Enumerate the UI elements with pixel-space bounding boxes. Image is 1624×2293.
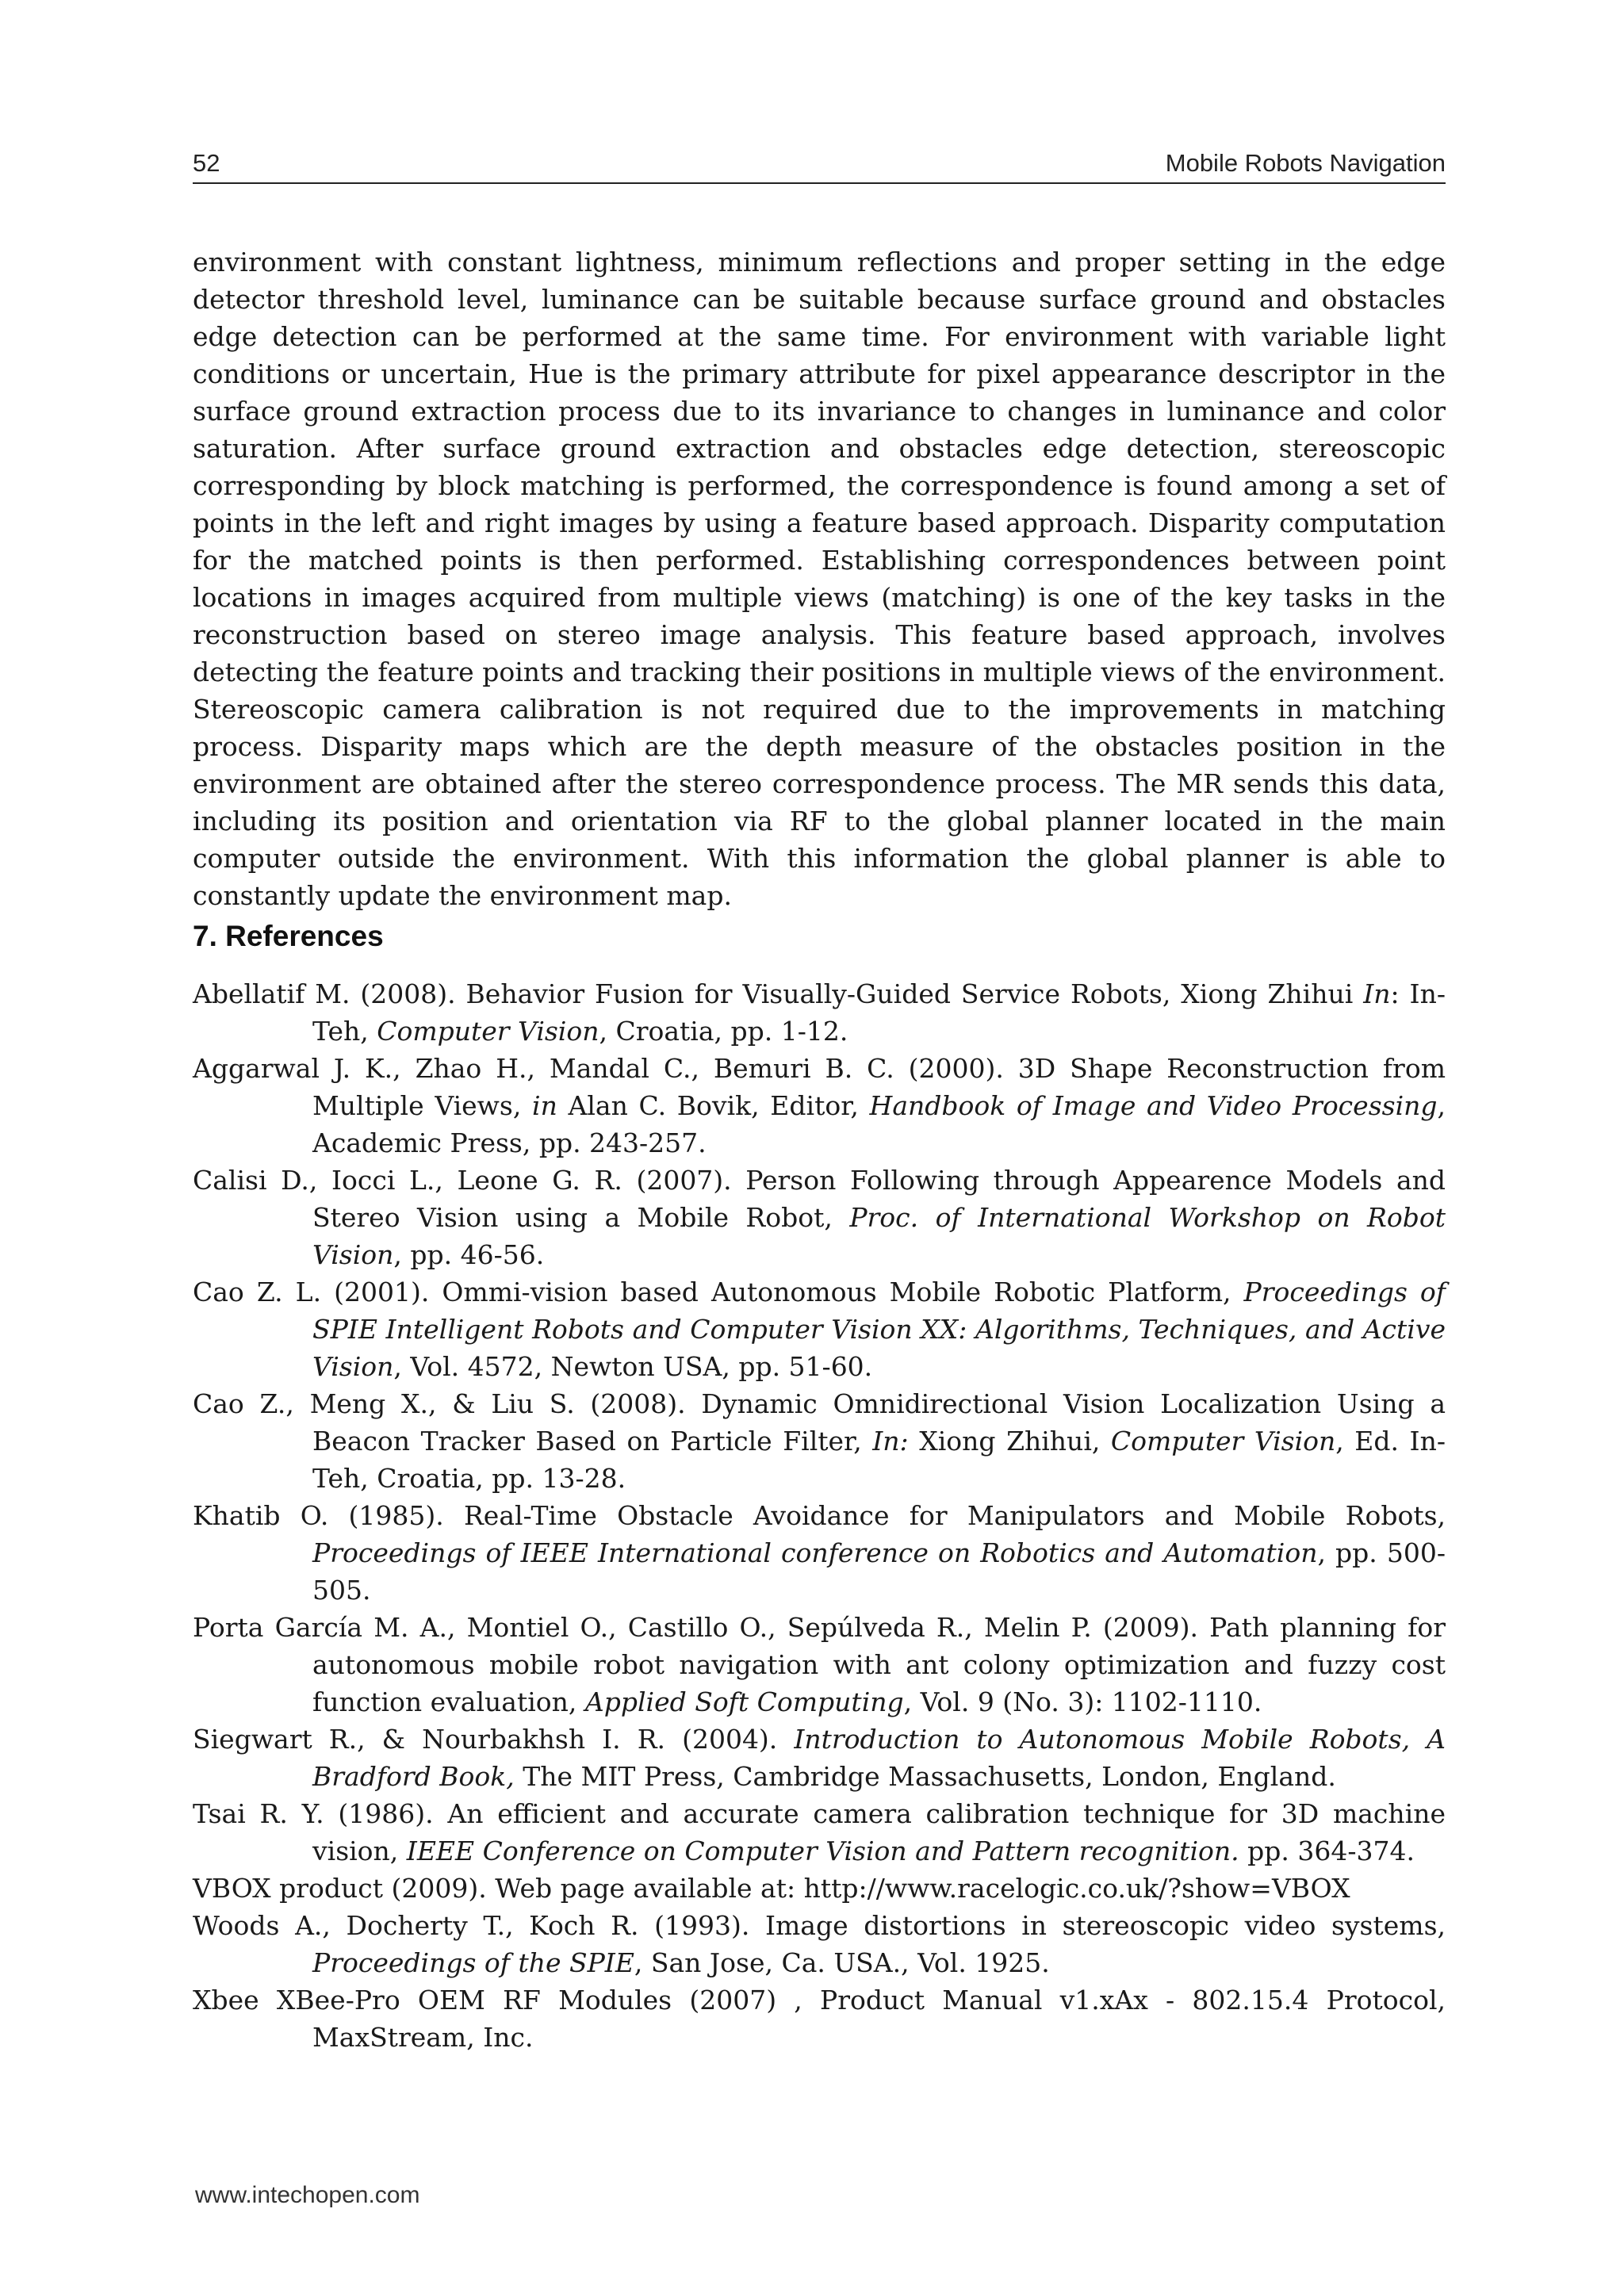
reference-item: Porta García M. A., Montiel O., Castillo O., Sepúlveda R., Melin P. (2009). Path planning for autonomous mobile robot navigation with ant colony optimization and fuzzy cost function evaluation, Applied Soft Computing, Vol. 9 (No. 3): 1102-1110.	[193, 1612, 1446, 1717]
reference-item: Khatib O. (1985). Real-Time Obstacle Avoidance for Manipulators and Mobile Robots, Proceedings of IEEE International conference on Robotics and Automation, pp. 500-505.	[193, 1500, 1446, 1606]
reference-item: Woods A., Docherty T., Koch R. (1993). Image distortions in stereoscopic video systems, Proceedings of the SPIE, San Jose, Ca. USA., Vol. 1925.	[193, 1910, 1446, 1978]
page-number: 52	[193, 149, 220, 177]
page-header	[193, 149, 1446, 184]
reference-list	[193, 975, 1446, 2056]
reference-item: Cao Z., Meng X., & Liu S. (2008). Dynamic Omnidirectional Vision Localization Using a Beacon Tracker Based on Particle Filter, In: Xiong Zhihui, Computer Vision, Ed. In-Teh, Croatia, pp. 13-28.	[193, 1388, 1446, 1494]
reference-item: Calisi D., Iocci L., Leone G. R. (2007). Person Following through Appearence Models and Stereo Vision using a Mobile Robot, Proc. of International Workshop on Robot Vision, pp. 46-56.	[193, 1165, 1446, 1270]
footer-url[interactable]: www.intechopen.com	[195, 2182, 420, 2208]
section-heading-references: 7. References	[193, 920, 384, 952]
reference-item: Cao Z. L. (2001). Ommi-vision based Autonomous Mobile Robotic Platform, Proceedings of SPIE Intelligent Robots and Computer Vision XX: Algorithms, Techniques, and Active Vision, Vol. 4572, Newton USA, pp. 51-60.	[193, 1277, 1446, 1382]
running-title: Mobile Robots Navigation	[1165, 149, 1446, 177]
reference-item: Siegwart R., & Nourbakhsh I. R. (2004). Introduction to Autonomous Mobile Robots, A Bradford Book, The MIT Press, Cambridge Massachusetts, London, England.	[193, 1724, 1446, 1792]
reference-item: Abellatif M. (2008). Behavior Fusion for Visually-Guided Service Robots, Xiong Zhihui In: In-Teh, Computer Vision, Croatia, pp. 1-12.	[193, 978, 1446, 1047]
reference-item: VBOX product (2009). Web page available at: http://www.racelogic.co.uk/?show=VBOX	[193, 1873, 1350, 1904]
reference-item: Aggarwal J. K., Zhao H., Mandal C., Bemuri B. C. (2000). 3D Shape Reconstruction from Multiple Views, in Alan C. Bovik, Editor, Handbook of Image and Video Processing, Academic Press, pp. 243-257.	[193, 1053, 1446, 1158]
body-paragraph: environment with constant lightness, minimum reflections and proper setting in the edge detector threshold level, luminance can be suitable because surface ground and obstacles edge detection can be performed at the same time. For environment with variable light conditions or uncertain, Hue is the primary attribute for pixel appearance descriptor in the surface ground extraction process due to its invariance to changes in luminance and color saturation. After surface ground extraction and obstacles edge detection, stereoscopic corresponding by block matching is performed, the correspondence is found among a set of points in the left and right images by using a feature based approach. Disparity computation for the matched points is then performed. Establishing correspondences between point locations in images acquired from multiple views (matching) is one of the key tasks in the reconstruction based on stereo image analysis. This feature based approach, involves detecting the feature points and tracking their positions in multiple views of the environment. Stereoscopic camera calibration is not required due to the improvements in matching process. Disparity maps which are the depth measure of the obstacles position in the environment are obtained after the stereo correspondence process. The MR sends this data, including its position and orientation via RF to the global planner located in the main computer outside the environment. With this information the global planner is able to constantly update the environment map.	[193, 247, 1446, 911]
reference-item: Xbee XBee-Pro OEM RF Modules (2007) , Product Manual v1.xAx - 802.15.4 Protocol, MaxStream, Inc.	[193, 1985, 1446, 2053]
reference-item: Tsai R. Y. (1986). An efficient and accurate camera calibration technique for 3D machine vision, IEEE Conference on Computer Vision and Pattern recognition. pp. 364-374.	[193, 1798, 1446, 1866]
